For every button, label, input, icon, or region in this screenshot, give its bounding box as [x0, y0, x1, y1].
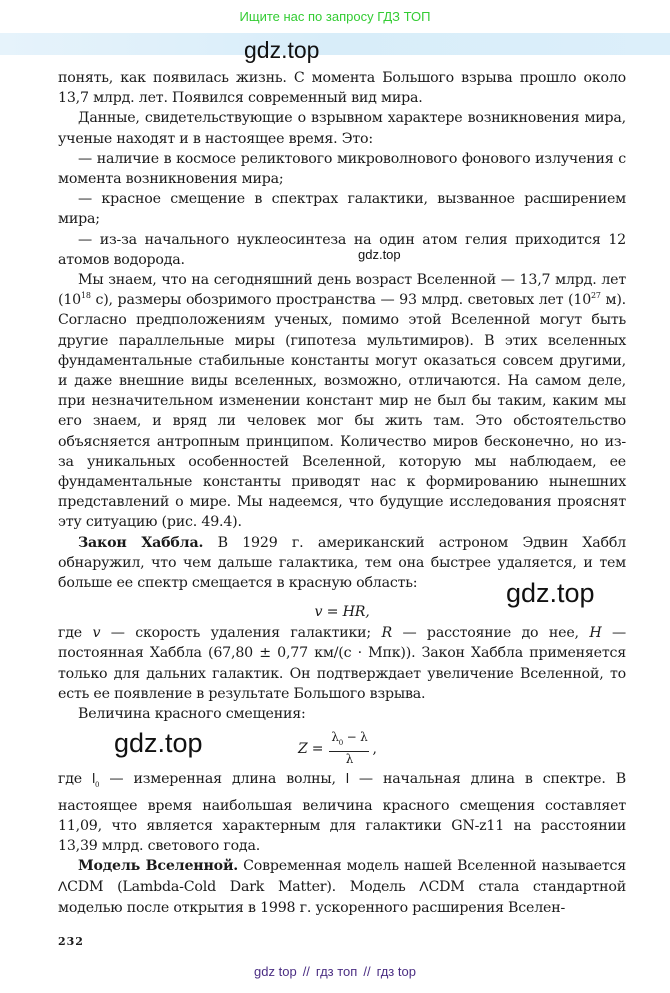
paragraph-universe-model — [58, 856, 626, 918]
text: с), размеры обозримого пространства — 93 млрд. световых лет (10 — [90, 292, 592, 309]
list-item-nucleosynthesis: — из-за начального нуклеосинтеза на один атом гелия приходится 12 атомов водорода. — [58, 231, 626, 268]
footer-links — [0, 964, 670, 979]
footer-link-gdz-top-ru[interactable]: гдз топ — [315, 964, 358, 979]
textbook-page — [58, 68, 626, 952]
text: м). Согласно предположениям ученых, помимо этой Вселенной могут быть другие параллельные миры (гипотеза мультимиров). В этих вселенных фундаментальные стабильные константы могут оказаться совсем другими, и даже внешние виды вселенных, возможно, отличаются. На самом деле, при незначительном изменении констант мир не был бы таким, каким мы его знаем, и вряд ли человек мог бы жить там. Это обстоятельство объясняется антропным принципом. Количество миров бесконечно, но из-за уникальных особенностей Вселенной, которую мы наблюдаем, ее фундаментальные константы приводят нас к формированию нынешних представлений о мире. Мы надеемся, что будущие исследования прояснят эту ситуацию (рис. 49.4). — [58, 292, 626, 531]
separator: // — [363, 964, 371, 979]
text: — скорость удаления галактики; — [100, 625, 382, 642]
lambda-glyph: l — [92, 770, 95, 787]
watermark-left: gdz.top — [114, 728, 203, 758]
text: В 1929 г. американский астроном Эдвин Хаббл обнаружил, что чем дальше галактика, тем она быстрее удаляется, и тем больше ее спектр смещается в красную область: — [58, 534, 626, 592]
subscript: 0 — [338, 739, 343, 748]
paragraph-life-origin: понять, как появилась жизнь. С момента Большого взрыва прошло около 13,7 млрд. лет. Появился современный вид мира. — [58, 70, 626, 107]
search-hint-banner: Ищите нас по запросу ГДЗ ТОП — [239, 9, 431, 24]
exponent: 18 — [81, 291, 91, 301]
text: − λ — [342, 730, 368, 745]
lambda-symbol: Λ — [58, 878, 68, 895]
redshift-equation — [298, 730, 377, 767]
formula-hubble: v = HR, — [314, 604, 370, 621]
list-item-relic-radiation: — наличие в космосе реликтового микроволнового фонового излучения с момента возникновения мира; — [58, 150, 626, 188]
formula-redshift — [58, 726, 626, 768]
fraction-numerator — [329, 730, 369, 752]
text: — постоянная Хаббла (67,80 ± 0,77 км/(с · Мпк)). Закон Хаббла применяется только для дальних галактик. Он подтверждает увеличение Вселенной, то есть ее появление в результате Большого взрыва. — [58, 625, 626, 702]
section-heading-hubble: Закон Хаббла. — [78, 534, 204, 551]
text: где — [58, 771, 93, 788]
list-item-redshift: — красное смещение в спектрах галактики, вызванное расширением мира; — [58, 191, 626, 228]
fraction — [329, 730, 369, 767]
footer-link-gdz-top-mixed[interactable]: гдз top — [376, 964, 416, 979]
lambda-symbol: Λ — [419, 878, 429, 895]
lambda-glyph: l — [345, 770, 349, 787]
text: Мы знаем, что на сегодняшний день возраст Вселенной — 13,7 млрд. лет (10 — [58, 272, 626, 309]
paragraph-universe-age — [58, 270, 626, 533]
exponent: 27 — [591, 291, 601, 301]
text: CDM (Lambda-Cold Dark Matter). Модель — [67, 879, 420, 896]
paragraph-wavelength-definitions — [58, 768, 626, 856]
formula-lhs: Z = — [298, 740, 324, 757]
text: — измеренная длина волны, — [99, 771, 346, 788]
page-number: 232 — [58, 934, 84, 948]
text: — расстояние до нее, — [391, 625, 590, 642]
watermark-top: gdz.top — [244, 37, 320, 63]
var-h: H — [589, 625, 602, 642]
paragraph-hubble-law — [58, 533, 626, 594]
watermark-small: gdz.top — [358, 247, 401, 262]
paragraph-redshift-label: Величина красного смещения: — [78, 706, 306, 723]
text: где — [58, 625, 93, 642]
paragraph-evidence-intro: Данные, свидетельствующие о взрывном характере возникновения мира, ученые находят и в настоящее время. Это: — [58, 110, 626, 147]
site-header-band — [0, 33, 670, 55]
fraction-denominator: λ — [345, 752, 354, 767]
paragraph-hubble-definitions — [58, 623, 626, 704]
text: CDM стала стандартной моделью после открытия в 1998 г. ускоренного расширения Вселен- — [58, 879, 626, 916]
watermark-mid: gdz.top — [506, 578, 595, 608]
lambda-symbol: λ — [331, 730, 339, 745]
text: Современная модель нашей Вселенной называется — [238, 858, 627, 875]
section-heading-model: Модель Вселенной. — [78, 858, 239, 875]
var-r: R — [381, 625, 392, 642]
footer-link-gdz-top[interactable]: gdz top — [254, 964, 297, 979]
text: — начальная длина в спектре. В настоящее время наибольшая величина красного смещения составляет 11,09, что является характерным для галактики GN-z11 на расстоянии 13,39 млрд. светового года. — [58, 771, 627, 854]
separator: // — [302, 964, 310, 979]
subscript: 0 — [95, 781, 100, 790]
var-v: v — [92, 625, 101, 642]
formula-comma: , — [372, 740, 377, 757]
